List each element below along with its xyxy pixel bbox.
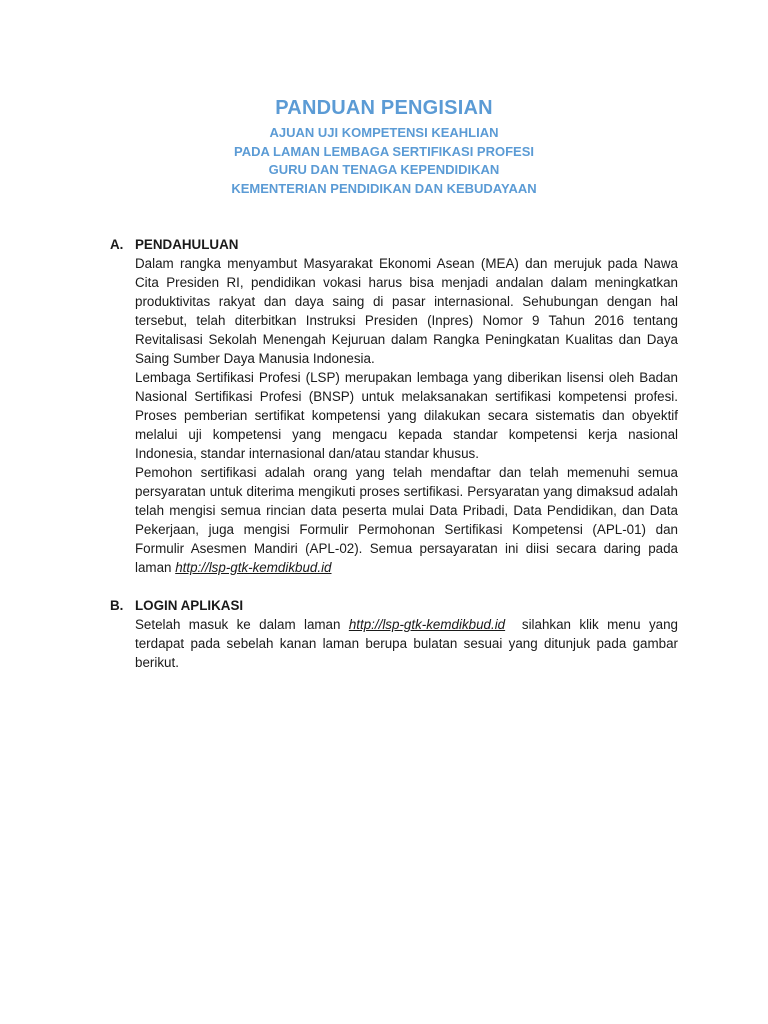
section-heading-text: LOGIN APLIKASI bbox=[135, 598, 244, 613]
section-letter: A. bbox=[110, 237, 124, 252]
section-heading-text: PENDAHULUAN bbox=[135, 237, 239, 252]
login-text-after: silahkan klik menu yang terdapat pada sebelah kanan laman berupa bulatan sesuai yang ditunjuk pada gambar berikut. bbox=[135, 617, 682, 670]
paragraph-2: Lembaga Sertifikasi Profesi (LSP) merupakan lembaga yang diberikan lisensi oleh Badan Nasional Sertifikasi Profesi (BNSP) untuk melaksanakan sertifikasi kompetensi profesi. Proses pemberian sertifikat kompetensi yang dilakukan secara sistematis dan obyektif melalui uji kompetensi yang mengacu kepada standar kompetensi kerja nasional Indonesia, standar internasional dan/atau standar khusus. bbox=[135, 370, 678, 461]
login-paragraph bbox=[135, 615, 682, 672]
section-heading bbox=[110, 596, 678, 615]
section-body bbox=[135, 615, 682, 672]
section-letter: B. bbox=[110, 598, 124, 613]
paragraph-1: Dalam rangka menyambut Masyarakat Ekonomi Asean (MEA) dan merujuk pada Nawa Cita Presiden RI, pendidikan vokasi harus bisa menjadi andalan dalam meningkatkan produktivitas rakyat dan daya saing di pasar internasional. Sehubungan dengan hal tersebut, telah diterbitkan Instruksi Presiden (Inpres) Nomor 9 Tahun 2016 tentang Revitalisasi Sekolah Menengah Kejuruan dalam Rangka Peningkatan Kualitas dan Daya Saing Sumber Daya Manusia Indonesia. bbox=[135, 256, 678, 366]
document-title: PANDUAN PENGISIAN bbox=[275, 97, 493, 119]
lsp-website-link[interactable]: http://lsp-gtk-kemdikbud.id bbox=[175, 560, 332, 575]
section-body bbox=[135, 254, 678, 577]
subtitle-line-4: KEMENTERIAN PENDIDIKAN DAN KEBUDAYAAN bbox=[231, 180, 537, 196]
document-header bbox=[0, 94, 768, 198]
section-pendahuluan bbox=[110, 235, 678, 577]
paragraph-3 bbox=[135, 463, 678, 577]
subtitle-line-3: GURU DAN TENAGA KEPENDIDIKAN bbox=[268, 162, 500, 177]
lsp-website-link[interactable]: http://lsp-gtk-kemdikbud.id bbox=[348, 617, 506, 632]
subtitle-line-1: AJUAN UJI KOMPETENSI KEAHLIAN bbox=[269, 125, 499, 140]
login-text-before: Setelah masuk ke dalam laman bbox=[135, 617, 349, 632]
section-login-aplikasi bbox=[110, 596, 682, 672]
paragraph-3-text: Pemohon sertifikasi adalah orang yang telah mendaftar dan telah memenuhi semua persyaratan untuk diterima mengikuti proses sertifikasi. Persyaratan yang dimaksud adalah telah mengisi semua rincian data peserta mulai Data Pribadi, Data Pendidikan, dan Data Pekerjaan, juga mengisi Formulir Permohonan Sertifikasi Kompetensi (APL-01) dan Formulir Asesmen Mandiri (APL-02). Semua persayaratan ini diisi secara daring pada laman bbox=[135, 465, 678, 575]
subtitle-line-2: PADA LAMAN LEMBAGA SERTIFIKASI PROFESI bbox=[234, 143, 534, 159]
section-heading bbox=[110, 235, 678, 254]
